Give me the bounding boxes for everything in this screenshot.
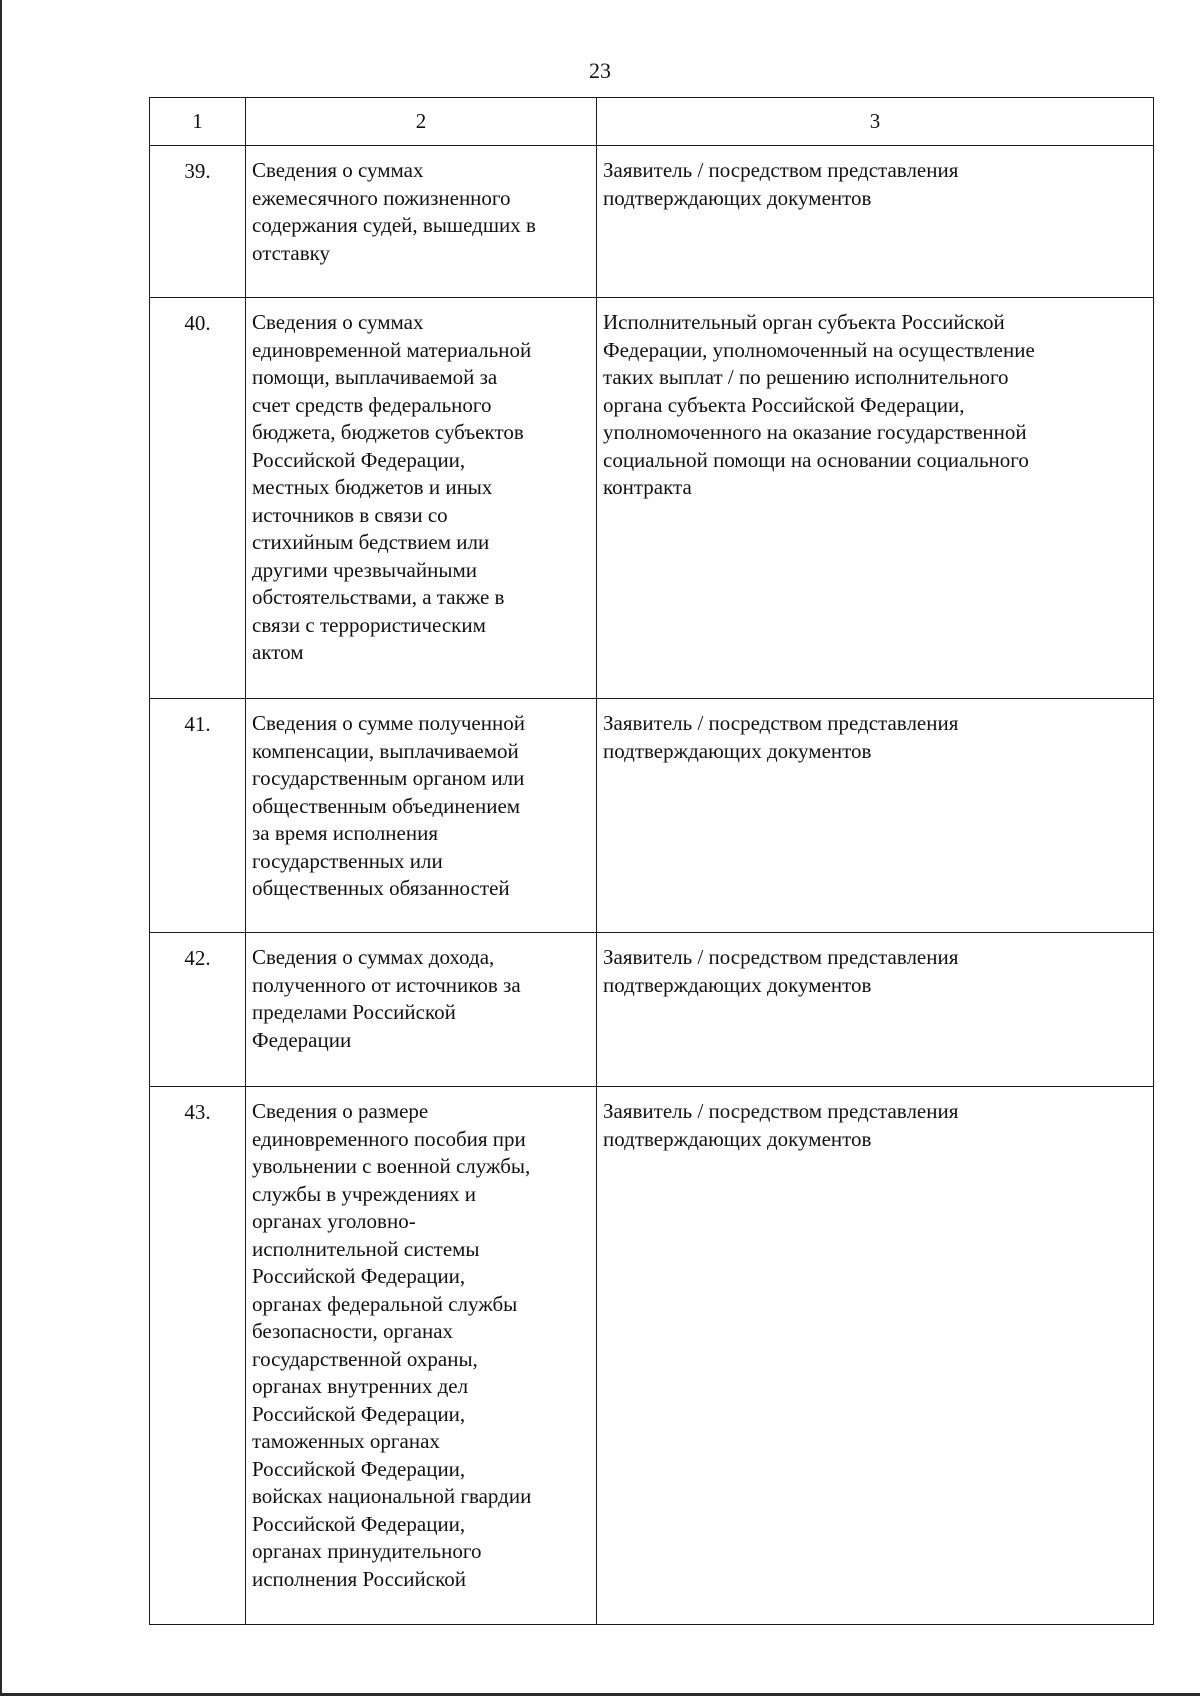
info-text: Сведения о сумме полученной компенсации, выплачиваемой государственным органом или общественным объединением за время исполнения государственных или общественных обязанностей [252, 711, 525, 900]
scan-border-left [0, 0, 2, 1696]
info-text: Сведения о суммах дохода, полученного от источников за пределами Российской Федерации [252, 945, 521, 1052]
info-cell [246, 699, 597, 933]
source-text: Заявитель / посредством представления подтверждающих документов [603, 158, 959, 210]
info-text: Сведения о размере единовременного пособия при увольнении с военной службы, службы в учреждениях и органах уголовно- исполнительной системы Российской Федерации, органах федеральной службы безопасности, органах государственной охраны, органах внутренних дел Российской Федерации, таможенных органах Российской Федерации, войсках национальной гвардии Российской Федерации, органах принудительного исполнения Российской [252, 1099, 532, 1591]
table-row [150, 1087, 1154, 1625]
row-number: 43. [150, 1087, 246, 1625]
page-number: 23 [589, 58, 611, 83]
info-cell [246, 146, 597, 298]
source-text: Исполнительный орган субъекта Российской Федерации, уполномоченный на осуществление таких выплат / по решению исполнительного органа субъекта Российской Федерации, уполномоченного на оказание государственной социальной помощи на основании социального контракта [603, 310, 1035, 499]
row-number: 42. [150, 933, 246, 1087]
row-number: 39. [150, 146, 246, 298]
source-text: Заявитель / посредством представления подтверждающих документов [603, 1099, 959, 1151]
info-text: Сведения о суммах ежемесячного пожизненного содержания судей, вышедших в отставку [252, 158, 536, 265]
source-cell [597, 298, 1154, 699]
column-header-source: 3 [597, 98, 1154, 146]
table-row [150, 298, 1154, 699]
source-cell [597, 1087, 1154, 1625]
info-cell [246, 298, 597, 699]
column-header-number: 1 [150, 98, 246, 146]
source-cell [597, 933, 1154, 1087]
row-number: 41. [150, 699, 246, 933]
source-text: Заявитель / посредством представления подтверждающих документов [603, 711, 959, 763]
row-number: 40. [150, 298, 246, 699]
table-row [150, 699, 1154, 933]
column-header-information: 2 [246, 98, 597, 146]
info-cell [246, 1087, 597, 1625]
info-cell [246, 933, 597, 1087]
source-text: Заявитель / посредством представления подтверждающих документов [603, 945, 959, 997]
source-cell [597, 699, 1154, 933]
info-text: Сведения о суммах единовременной материальной помощи, выплачиваемой за счет средств федерального бюджета, бюджетов субъектов Российской Федерации, местных бюджетов и иных источников в связи со стихийным бедствием или другими чрезвычайными обстоятельствами, а также в связи с террористическим актом [252, 310, 532, 664]
table-row [150, 933, 1154, 1087]
table-row [150, 146, 1154, 298]
table-header-row [150, 98, 1154, 146]
source-cell [597, 146, 1154, 298]
document-table [149, 97, 1154, 1625]
